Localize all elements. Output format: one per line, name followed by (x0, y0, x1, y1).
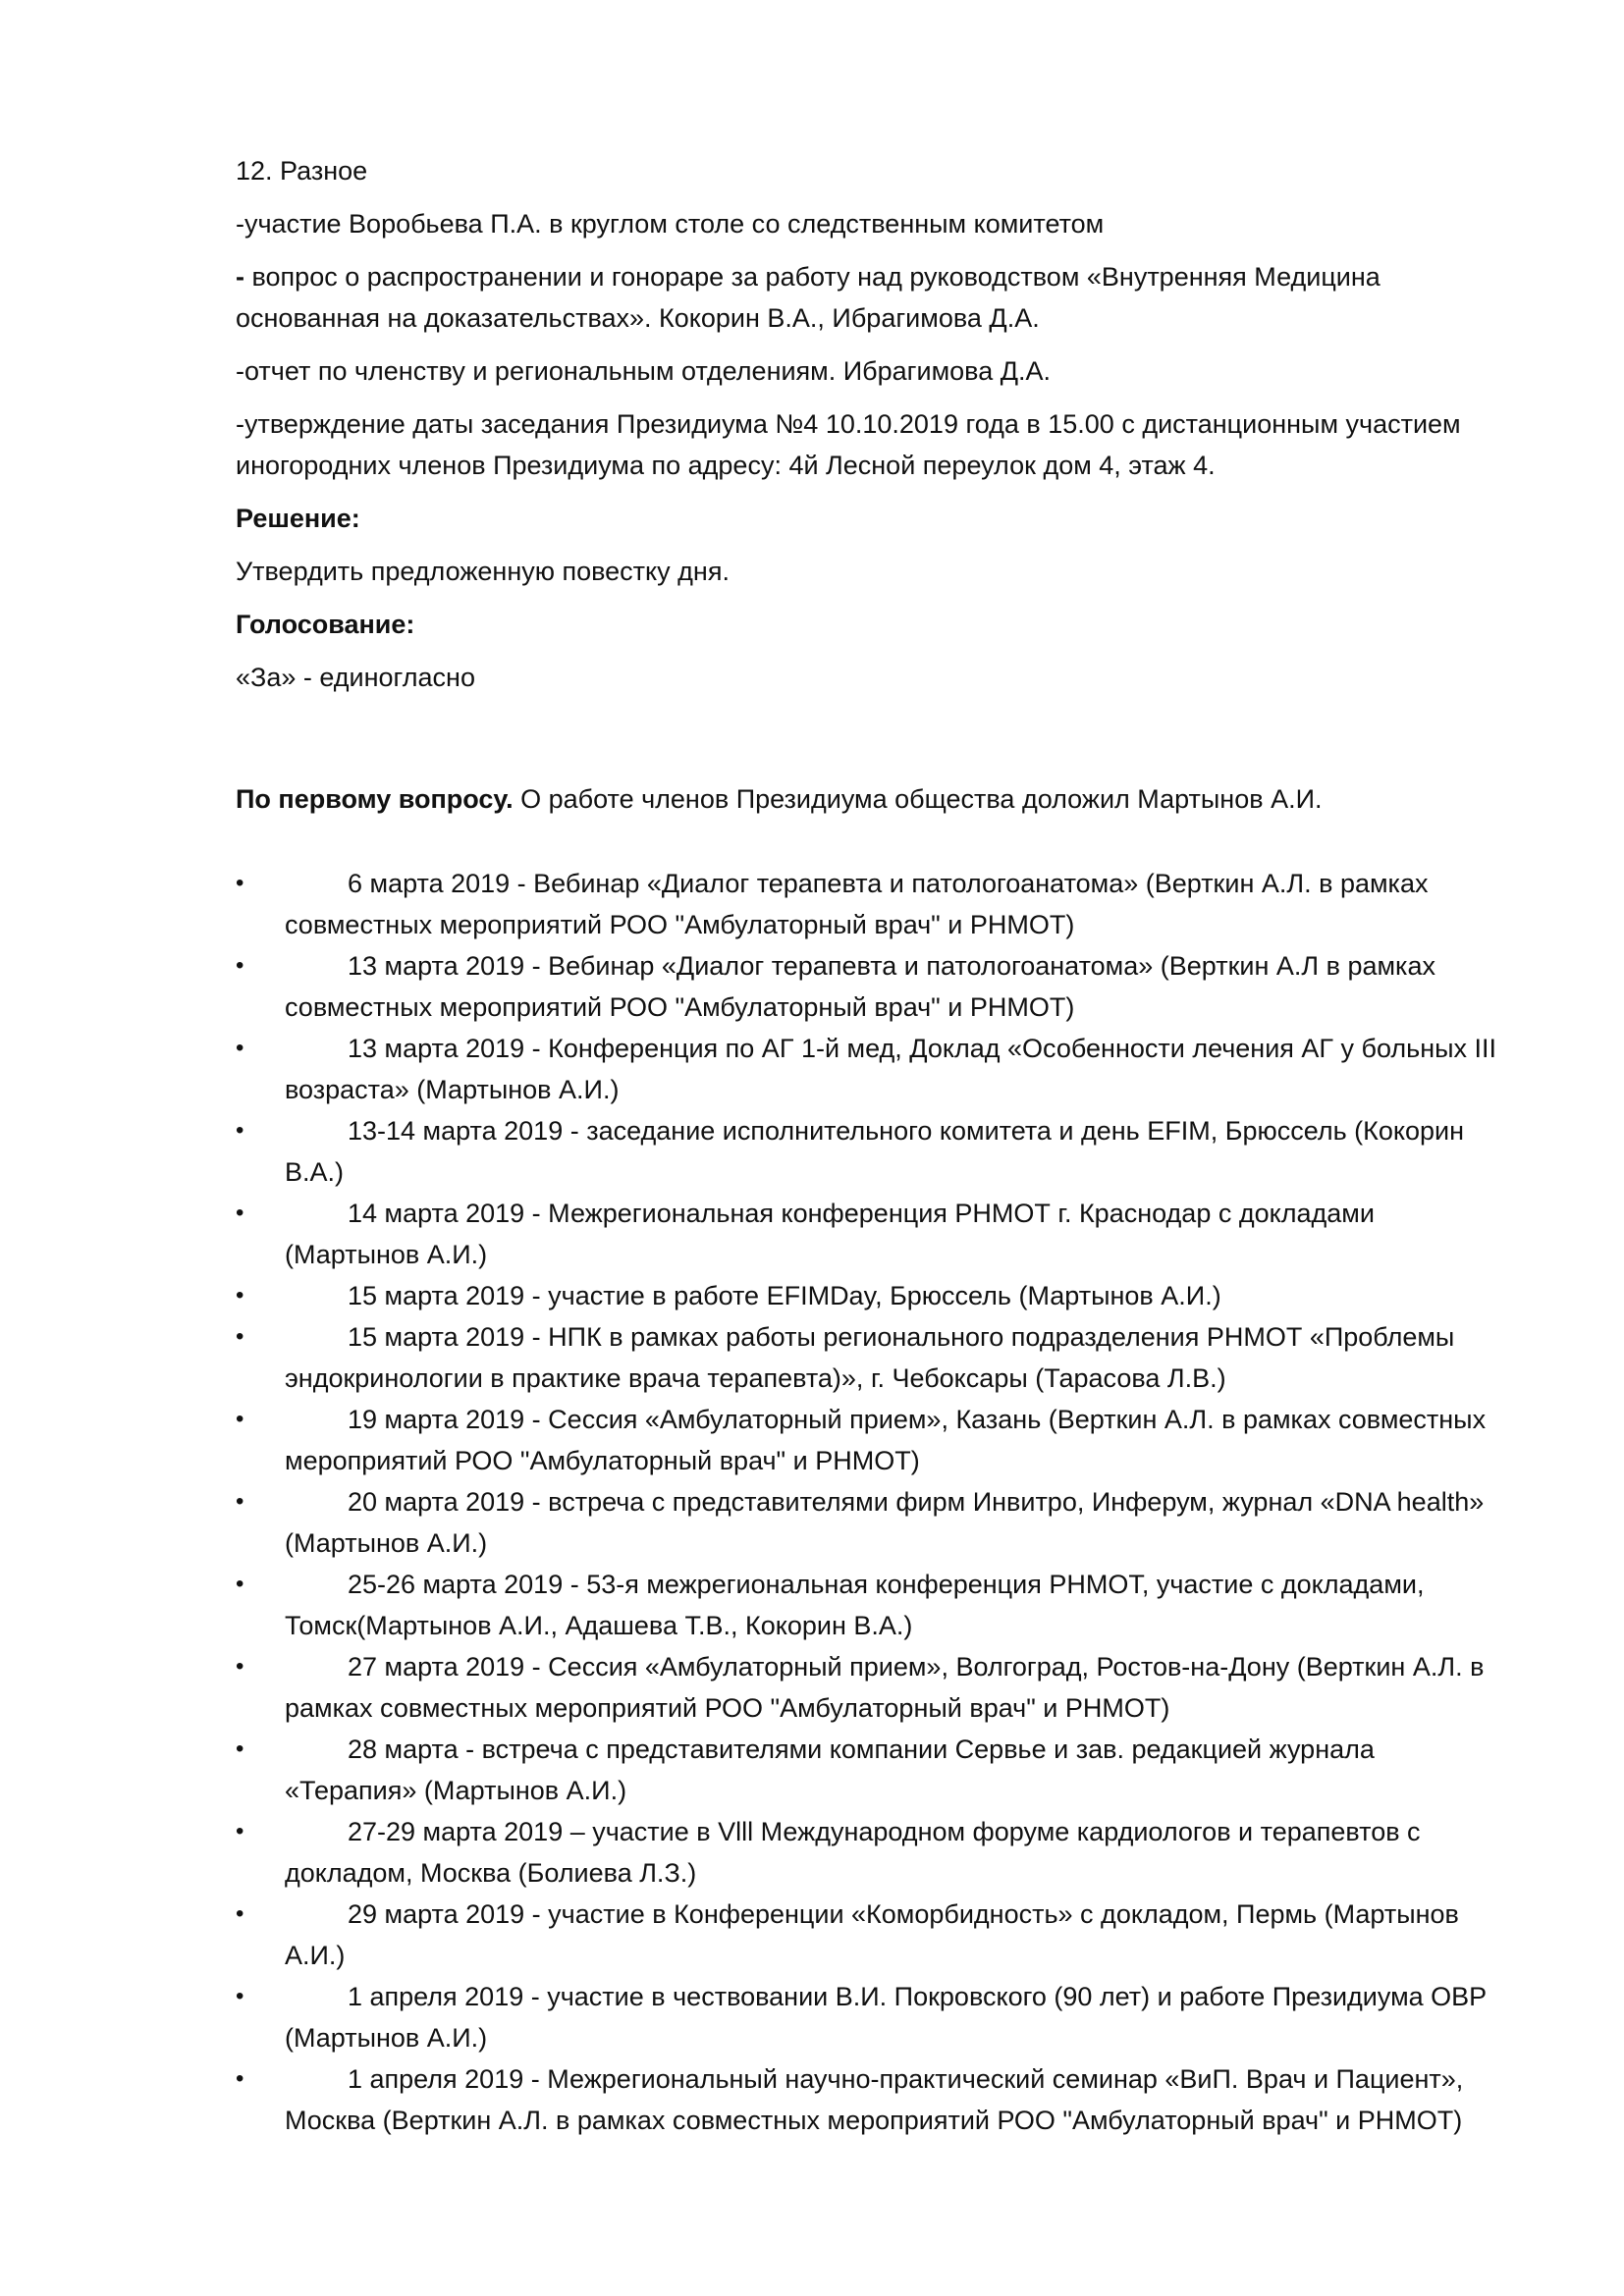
event-text: 27 марта 2019 - Сессия «Амбулаторный прием», Волгоград, Ростов-на-Дону (Верткин А.Л. в рамках совместных мероприятий РОО "Амбулаторный врач" и РНМОТ) (285, 1652, 1485, 1723)
bullet-icon: • (236, 1406, 244, 1432)
bullet-icon: • (236, 2065, 244, 2092)
event-text: 13 марта 2019 - Вебинар «Диалог терапевта и патологоанатома» (Верткин А.Л в рамках совместных мероприятий РОО "Амбулаторный врач" и РНМОТ) (285, 951, 1435, 1022)
agenda-subitem-dash: - (236, 262, 244, 292)
agenda-subitem-text: -участие Воробьева П.А. в круглом столе со следственным комитетом (236, 209, 1105, 239)
event-list-item (236, 1729, 1512, 1811)
event-text: 15 марта 2019 - НПК в рамках работы регионального подразделения РНМОТ «Проблемы эндокринологии в практике врача терапевта)», г. Чебоксары (Тарасова Л.В.) (285, 1322, 1455, 1393)
bullet-icon: • (236, 1818, 244, 1844)
event-text: 15 марта 2019 - участие в работе EFIMDay, Брюссель (Мартынов А.И.) (348, 1281, 1221, 1310)
event-text: 13 марта 2019 - Конференция по АГ 1-й мед, Доклад «Особенности лечения АГ у больных III возраста» (Мартынов А.И.) (285, 1034, 1497, 1104)
event-list-item (236, 1110, 1512, 1193)
bullet-icon: • (236, 952, 244, 979)
event-text: 13-14 марта 2019 - заседание исполнительного комитета и день EFIM, Брюссель (Кокорин В.А.) (285, 1116, 1465, 1187)
agenda-subitem (236, 403, 1512, 486)
decision-text: Утвердить предложенную повестку дня. (236, 557, 730, 586)
first-question-text: О работе членов Президиума общества доложил Мартынов А.И. (513, 784, 1323, 814)
bullet-icon: • (236, 1735, 244, 1762)
vote-label: Голосование: (236, 610, 415, 639)
bullet-icon: • (236, 1900, 244, 1927)
event-list-item (236, 1811, 1512, 1894)
agenda-item-heading: 12. Разное (236, 156, 368, 186)
events-list (236, 863, 1512, 2141)
event-list-item (236, 863, 1512, 945)
event-list-item (236, 1399, 1512, 1481)
agenda-subitem-text: -утверждение даты заседания Президиума №4 10.10.2019 года в 15.00 с дистанционным участием иногородних членов Президиума по адресу: 4й Лесной переулок дом 4, этаж 4. (236, 409, 1461, 480)
event-text: 27-29 марта 2019 – участие в Vlll Международном форуме кардиологов и терапевтов с докладом, Москва (Болиева Л.З.) (285, 1817, 1421, 1888)
spacer (236, 831, 1512, 863)
agenda-subitem-text: -отчет по членству и региональным отделениям. Ибрагимова Д.А. (236, 356, 1052, 386)
event-list-item (236, 1481, 1512, 1564)
event-list-item (236, 1646, 1512, 1729)
event-text: 29 марта 2019 - участие в Конференции «Коморбидность» с докладом, Пермь (Мартынов А.И.) (285, 1899, 1459, 1970)
event-text: 25-26 марта 2019 - 53-я межрегиональная конференция РНМОТ, участие с докладами, Томск(Мартынов А.И., Адашева Т.В., Кокорин В.А.) (285, 1570, 1425, 1640)
event-text: 1 апреля 2019 - Межрегиональный научно-практический семинар «ВиП. Врач и Пациент», Москва (Верткин А.Л. в рамках совместных мероприятий РОО "Амбулаторный врач" и РНМОТ) (285, 2064, 1464, 2135)
agenda-subitem (236, 203, 1512, 244)
event-text: 20 марта 2019 - встреча с представителями фирм Инвитро, Инферум, журнал «DNA health» (Мартынов А.И.) (285, 1487, 1485, 1558)
bullet-icon: • (236, 1488, 244, 1515)
event-list-item (236, 1894, 1512, 1976)
event-list-item (236, 1028, 1512, 1110)
event-list-item (236, 2058, 1512, 2141)
event-list-item (236, 1564, 1512, 1646)
event-list-item (236, 1193, 1512, 1275)
bullet-icon: • (236, 1200, 244, 1226)
event-list-item (236, 945, 1512, 1028)
bullet-icon: • (236, 1117, 244, 1144)
event-text: 19 марта 2019 - Сессия «Амбулаторный прием», Казань (Верткин А.Л. в рамках совместных мероприятий РОО "Амбулаторный врач" и РНМОТ) (285, 1405, 1487, 1475)
bullet-icon: • (236, 1571, 244, 1597)
bullet-icon: • (236, 870, 244, 896)
bullet-icon: • (236, 1323, 244, 1350)
spacer (236, 710, 1512, 778)
vote-text: «За» - единогласно (236, 663, 475, 692)
first-question-label: По первому вопросу. (236, 784, 514, 814)
event-text: 6 марта 2019 - Вебинар «Диалог терапевта и патологоанатома» (Верткин А.Л. в рамках совместных мероприятий РОО "Амбулаторный врач" и РНМОТ) (285, 869, 1429, 939)
document-page (236, 150, 1512, 2141)
event-list-item (236, 1976, 1512, 2058)
bullet-icon: • (236, 1653, 244, 1680)
agenda-subitem-text: вопрос о распространении и гонораре за работу над руководством «Внутренняя Медицина основанная на доказательствах». Кокорин В.А., Ибрагимова Д.А. (236, 262, 1380, 333)
event-text: 14 марта 2019 - Межрегиональная конференция РНМОТ г. Краснодар с докладами (Мартынов А.И.) (285, 1199, 1375, 1269)
agenda-subitem (236, 350, 1512, 392)
event-text: 1 апреля 2019 - участие в чествовании В.И. Покровского (90 лет) и работе Президиума ОВР (Мартынов А.И.) (285, 1982, 1488, 2053)
decision-label: Решение: (236, 504, 360, 533)
event-text: 28 марта - встреча с представителями компании Сервье и зав. редакцией журнала «Терапия» (Мартынов А.И.) (285, 1735, 1375, 1805)
bullet-icon: • (236, 1983, 244, 2009)
agenda-subitem (236, 256, 1512, 339)
bullet-icon: • (236, 1035, 244, 1061)
event-list-item (236, 1316, 1512, 1399)
bullet-icon: • (236, 1282, 244, 1308)
first-question-paragraph (236, 778, 1512, 820)
event-list-item (236, 1275, 1512, 1316)
